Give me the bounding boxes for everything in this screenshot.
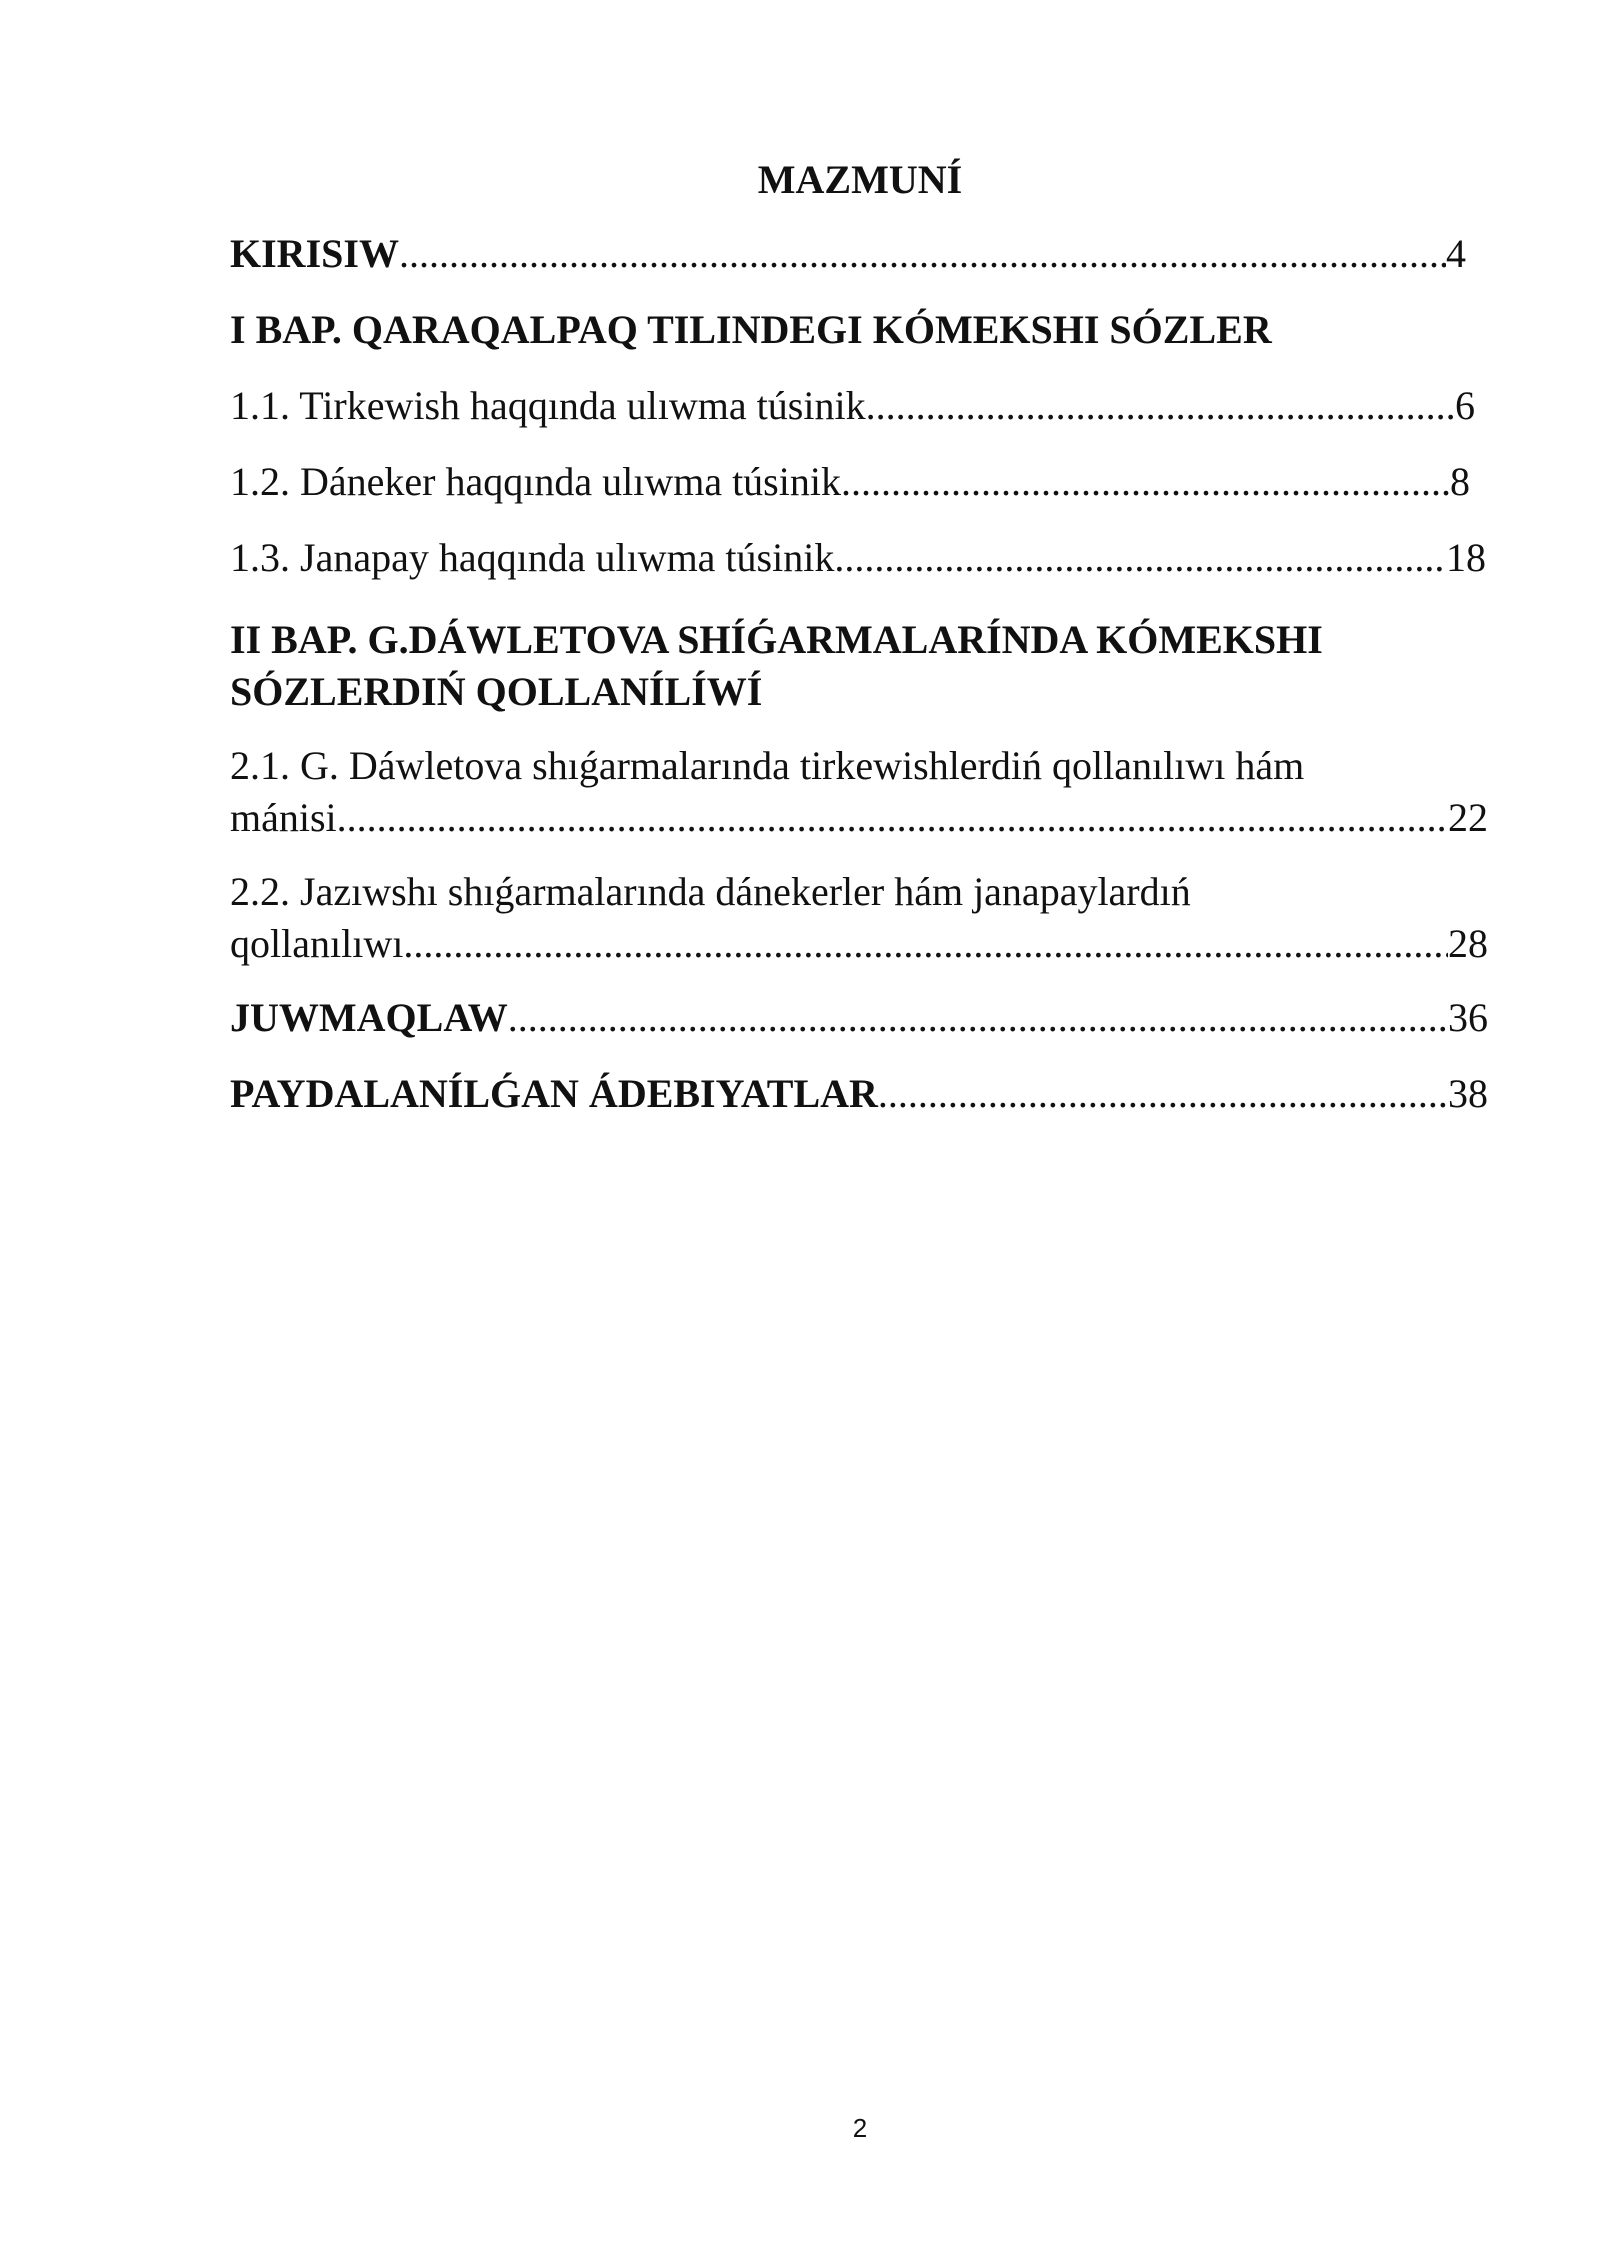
toc-leader-dots [878, 1068, 1448, 1120]
toc-entry-title-line-2: SÓZLERDIŃ QOLLANÍLÍWÍ [230, 669, 763, 714]
page-title: MAZMUNÍ [757, 157, 963, 202]
toc-leader-dots [508, 992, 1448, 1044]
toc-entry-title-line-2: mánisi [230, 795, 337, 840]
toc-entry-title: JUWMAQLAW [230, 995, 508, 1040]
toc-chapter-1-heading[interactable] [230, 304, 1272, 356]
toc-entry-1-2[interactable] [230, 456, 1470, 508]
toc-leader-dots [403, 918, 1448, 970]
toc-page-number: 6 [1455, 383, 1475, 428]
toc-entry-title: KIRISIW [230, 231, 399, 276]
toc-chapter-2-heading[interactable] [230, 614, 1323, 718]
toc-leader-dots [841, 456, 1450, 508]
toc-page-number: 28 [1448, 921, 1488, 966]
toc-entry-2-1[interactable] [230, 740, 1488, 844]
toc-entry-1-3[interactable] [230, 532, 1486, 584]
toc-entry-kirisiw[interactable] [230, 228, 1466, 280]
toc-leader-dots [337, 792, 1448, 844]
toc-entry-title: PAYDALANÍLǴAN ÁDEBIYATLAR [230, 1071, 878, 1116]
toc-page-number: 22 [1448, 795, 1488, 840]
toc-entry-title-line-1: II BAP. G.DÁWLETOVA SHÍǴARMALARÍNDA KÓMEKSHI [230, 617, 1323, 662]
toc-entry-title-line-1: 2.1. G. Dáwletova shıǵarmalarında tirkewishlerdiń qollanılıwı hám [230, 743, 1305, 788]
toc-entry-2-2[interactable] [230, 866, 1488, 970]
toc-page-number: 8 [1450, 459, 1470, 504]
toc-entry-title: 1.2. Dáneker haqqında ulıwma túsinik [230, 459, 841, 504]
toc-entry-juwmaqlaw[interactable] [230, 992, 1488, 1044]
toc-page-number: 38 [1448, 1071, 1488, 1116]
page-number: 2 [852, 2113, 868, 2143]
toc-page-number: 4 [1446, 231, 1466, 276]
toc-entry-title: I BAP. QARAQALPAQ TILINDEGI KÓMEKSHI SÓZLER [230, 307, 1272, 352]
toc-entry-title: 1.3. Janapay haqqında ulıwma túsinik [230, 535, 835, 580]
toc-entry-1-1[interactable] [230, 380, 1475, 432]
toc-leader-dots [834, 532, 1446, 584]
toc-page-number: 18 [1446, 535, 1486, 580]
toc-page-number: 36 [1448, 995, 1488, 1040]
toc-leader-dots [866, 380, 1455, 432]
toc-entry-references[interactable] [230, 1068, 1488, 1120]
toc-entry-title-line-1: 2.2. Jazıwshı shıǵarmalarında dánekerler hám janapaylardıń [230, 869, 1191, 914]
toc-leader-dots [399, 228, 1446, 280]
toc-entry-title-line-2: qollanılıwı [230, 921, 404, 966]
toc-entry-title: 1.1. Tirkewish haqqında ulıwma túsinik [230, 383, 866, 428]
